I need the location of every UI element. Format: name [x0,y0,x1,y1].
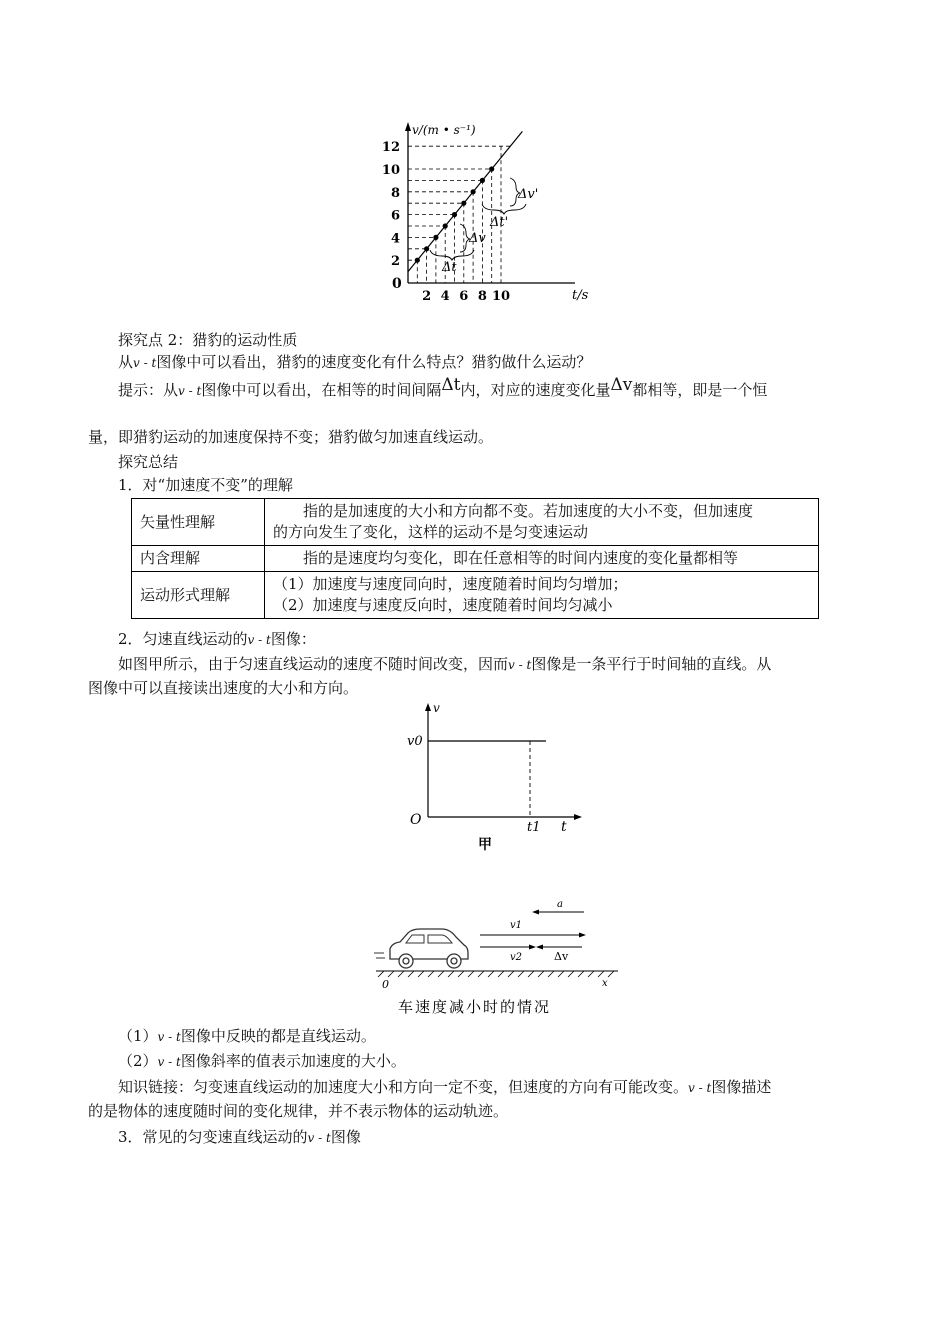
table-row [132,546,819,572]
y-tick-label: 4 [390,231,400,247]
cheetah-vt-chart [370,118,600,308]
y-tick-label: 6 [390,208,400,224]
y-tick-label: 12 [381,140,400,156]
y-axis-arrow [425,703,431,711]
delta-t-prime-label: Δt' [490,215,509,230]
dt-brace-2 [482,204,526,214]
x-tick-label: 4 [440,289,450,304]
data-point [471,189,476,194]
table-row [132,572,819,619]
car [390,929,468,968]
table-cell: 指的是加速度的大小和方向都不变。若加速度的大小不变，但加速度 的方向发生了变化，这样的运动不是匀变速运动 [265,499,819,546]
delta-v-prime-label: Δv' [518,187,539,202]
summary-title: 探究总结 [118,453,179,471]
v2-arrowhead [529,945,536,950]
hint: 提示：从v - t图像中可以看出，在相等的时间间隔Δt内，对应的速度变化量Δv都相等，即是一个恒 [118,375,768,399]
y-tick-labels [382,140,400,269]
x-tick-label: 2 [422,289,432,304]
data-points [415,166,495,262]
delta-t-label: Δt [442,260,457,275]
dv-label: Δv [554,950,569,963]
car-origin: 0 [382,978,389,991]
data-point [452,212,457,217]
x-axis-label: t/s [572,288,589,303]
t1-label: t1 [527,820,541,835]
point-2-desc-line-2: 图像中可以直接读出速度的大小和方向。 [88,679,359,697]
chart2-x-label: t [561,819,567,835]
chart1-origin: 0 [392,276,402,292]
knowledge-link: 知识链接：匀变速直线运动的加速度大小和方向一定不变，但速度的方向有可能改变。v - t图像描述 [118,1078,772,1096]
y-axis-label: v/(m • s⁻¹) [412,123,476,137]
point-2-title: 2．匀速直线运动的v - t图像： [118,630,316,648]
knowledge-link-line-2: 的是物体的速度随时间的变化规律，并不表示物体的运动轨迹。 [88,1102,509,1120]
a-label: a [557,899,563,910]
x-tick-labels [422,289,510,304]
y-tick-label: 2 [390,254,400,270]
v0-label: v0 [407,734,423,749]
uniform-vt-chart [380,700,590,860]
data-point [433,235,438,240]
x-tick-label: 10 [491,289,511,304]
point-3-title: 3．常见的匀变速直线运动的v - t图像 [118,1128,361,1146]
table-head: 运动形式理解 [132,572,265,619]
note-1: （1）v - t图像中反映的都是直线运动。 [118,1027,376,1045]
point-1-title: 1．对“加速度不变”的理解 [118,476,293,494]
v1-label: v1 [510,920,523,931]
question: 从v - t图像中可以看出，猎豹的速度变化有什么特点？猎豹做什么运动？ [118,353,592,371]
data-point [443,223,448,228]
note-2: （2）v - t图像斜率的值表示加速度的大小。 [118,1052,406,1070]
table-cell: 指的是速度均匀变化，即在任意相等的时间内速度的变化量都相等 [265,546,819,572]
car-x-label: x [602,978,608,989]
table-row [132,499,819,546]
dt-brace-1 [430,250,474,260]
ground-hatch [378,971,614,977]
data-point [489,166,494,171]
point-2-desc: 如图甲所示，由于匀速直线运动的速度不随时间改变，因而v - t图像是一条平行于时间轴的直线。从 [118,655,772,673]
chart2-y-label: v [433,701,440,715]
acceleration-arrowhead [532,910,539,915]
y-tick-label: 10 [381,163,400,178]
data-point [415,258,420,263]
x-tick-label: 6 [459,289,469,304]
data-point [461,201,466,206]
table-cell: （1）加速度与速度同向时，速度随着时间均匀增加； （2）加速度与速度反向时，速度随着时间均匀减小 [265,572,819,619]
x-axis-arrow [574,814,582,820]
car-caption: 车速度减小时的情况 [398,998,552,1016]
v2-label: v2 [510,952,523,963]
hint-line-2: 量，即猎豹运动的加速度保持不变；猎豹做匀加速直线运动。 [88,428,494,446]
table-head: 内含理解 [132,546,265,572]
delta-v-label: Δv [469,231,486,246]
data-point [424,246,429,251]
x-tick-label: 8 [477,289,487,304]
y-axis-arrow [405,122,411,131]
data-point [480,178,485,183]
dv-arrowhead [536,945,543,950]
car-deceleration-diagram [368,895,623,1020]
chart2-origin: O [410,812,422,828]
y-tick-label: 8 [390,185,400,201]
acceleration-table [131,498,819,619]
section-title: 探究点 2：猎豹的运动性质 [118,331,298,349]
v1-arrowhead [579,933,586,938]
table-head: 矢量性理解 [132,499,265,546]
chart2-caption: 甲 [478,837,492,853]
